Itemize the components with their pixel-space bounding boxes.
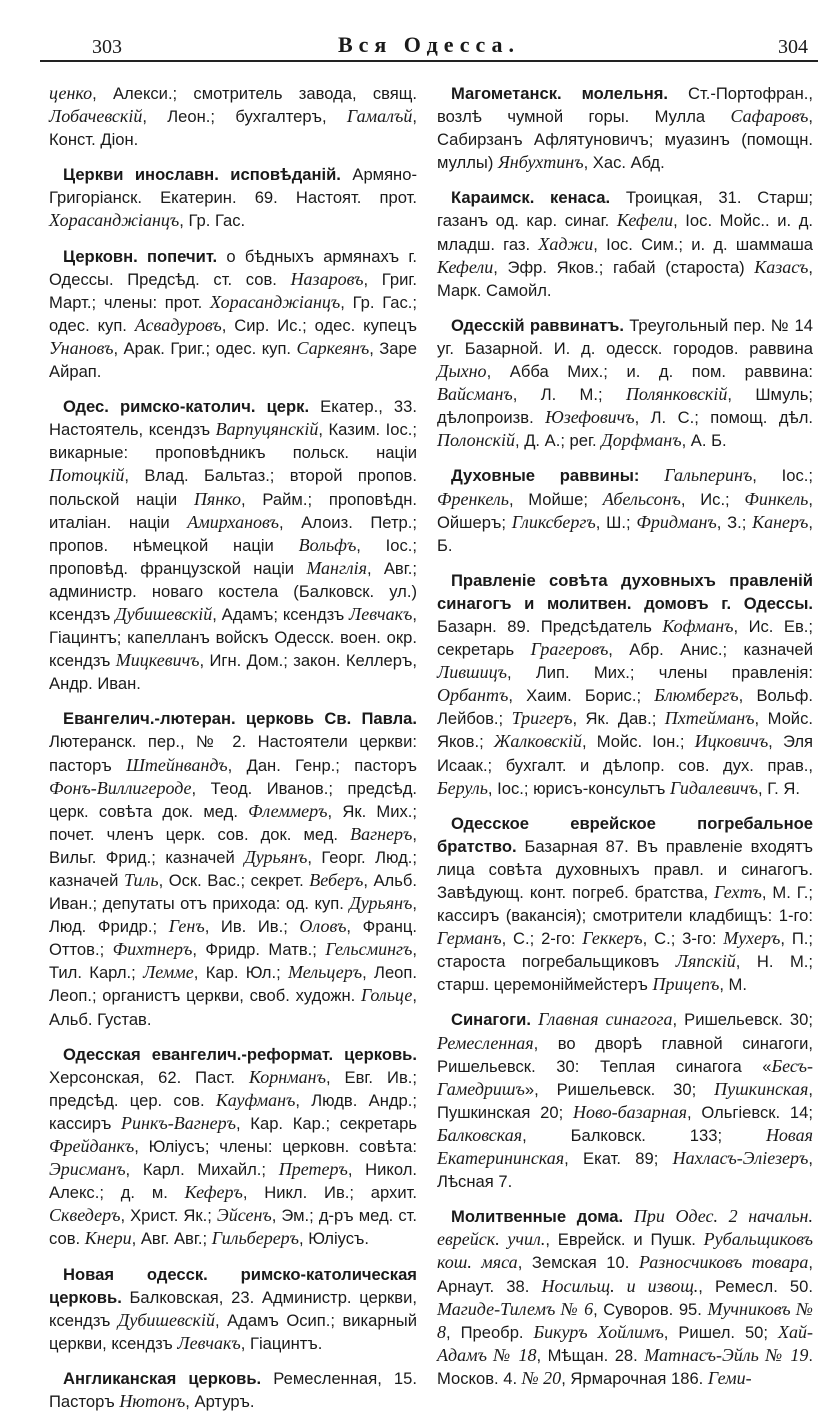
name-italic: Разносчиковъ товара bbox=[638, 1252, 809, 1273]
name-italic: Мучниковъ № 8 bbox=[437, 1298, 814, 1342]
entry-text: , Лѣсная 7. bbox=[437, 1149, 813, 1192]
name-italic: Полонскій bbox=[437, 430, 515, 451]
name-italic: Казасъ bbox=[754, 256, 809, 277]
entry-text: , Шмуль; дѣлопроизв. bbox=[437, 385, 813, 428]
name-italic: Дурьянъ bbox=[244, 846, 308, 867]
name-italic: Блюмбергъ bbox=[654, 685, 739, 706]
entry-text: Треугольный пер. № 14 уг. Базарной. И. д. одесск. городов. раввина bbox=[437, 315, 813, 358]
entry-heading: Магометанск. молельня. bbox=[451, 84, 669, 103]
name-italic: Левчакъ bbox=[177, 1332, 241, 1353]
name-italic: Мухеръ bbox=[723, 928, 781, 949]
entry-heading: Церкви инославн. исповѣданій. bbox=[63, 165, 341, 185]
entry-text: , С.; 2-го: bbox=[501, 929, 583, 949]
entry-text: , Вильг. Фрид.; казначей bbox=[49, 824, 417, 867]
entry-text: , Іос. Сим.; и. д. шаммаша bbox=[593, 234, 813, 254]
entry-text: , Хас. Абд. bbox=[583, 153, 665, 173]
directory-entry bbox=[49, 395, 417, 695]
name-italic: Орбантъ bbox=[437, 685, 509, 706]
entry-text: , Карл. Михайл.; bbox=[125, 1160, 279, 1180]
entry-text: , Теод. Иванов.; предсѣд. церк. совѣта док. мед. bbox=[49, 778, 417, 821]
entry-text: , Ярмарочная 186. bbox=[561, 1368, 708, 1388]
right-column bbox=[437, 82, 813, 1402]
entry-text: , Ойшеръ; bbox=[437, 489, 813, 532]
name-italic: Амирхановъ bbox=[187, 511, 279, 532]
name-italic: Грагеровъ bbox=[530, 639, 609, 660]
entry-text: , Гр. Гас.; одес. куп. bbox=[49, 292, 417, 335]
entry-text: , Н. М.; старш. церемоніймейстеръ bbox=[437, 952, 813, 995]
name-italic: Корнманъ bbox=[248, 1066, 326, 1087]
name-italic: Скведеръ bbox=[49, 1205, 121, 1226]
entry-text: Базарная 87. Въ правленіе входятъ лица совѣта духовныхъ правл. и синагогъ. Завѣдующ. конт. погреб. братства, bbox=[437, 836, 813, 902]
entry-text: , Тил. Карл.; bbox=[49, 940, 417, 983]
name-italic: Кефели bbox=[437, 256, 494, 277]
entry-text: , Абба Мих.; и. д. пом. раввина: bbox=[486, 362, 813, 382]
name-italic: Дубишевскій bbox=[115, 603, 213, 624]
directory-entry bbox=[437, 1008, 813, 1193]
name-italic: Тиль bbox=[123, 870, 159, 890]
name-italic: Гильбереръ bbox=[211, 1228, 300, 1249]
entry-text: , Алекси.; смотритель завода, свящ. bbox=[92, 84, 417, 103]
entry-text: Херсонская, 62. Паст. bbox=[49, 1067, 249, 1087]
name-italic: № 20 bbox=[521, 1367, 562, 1388]
entry-text: , Лип. Мих.; члены правленія: bbox=[506, 663, 813, 683]
entry-text: , Влад. Бальтаз.; второй пропов. польской націи bbox=[49, 466, 417, 509]
name-italic: Магиде-Тилемъ № 6 bbox=[437, 1298, 594, 1319]
entry-text: , Мѣщан. 28. bbox=[536, 1345, 645, 1365]
name-italic: Эрисманъ bbox=[49, 1159, 126, 1180]
entry-text bbox=[623, 1207, 634, 1226]
entry-text: о бѣдныхъ армянахъ г. Одессы. Предсѣд. ст. сов. bbox=[49, 246, 417, 289]
entry-text: , Христ. Як.; bbox=[120, 1206, 217, 1226]
name-italic: Вольфъ bbox=[298, 534, 357, 555]
entry-text: , Кар. Кар.; секретарь bbox=[236, 1113, 417, 1133]
entry-text: , Арнаут. 38. bbox=[437, 1253, 813, 1296]
entry-heading: Синагоги. bbox=[451, 1010, 531, 1030]
directory-entry bbox=[437, 1205, 813, 1390]
entry-text: , Суворов. 95. bbox=[593, 1299, 708, 1319]
name-italic: Юзефовичъ bbox=[545, 407, 635, 428]
directory-entry bbox=[49, 245, 417, 384]
entry-text: , Гіацинтъ. bbox=[240, 1333, 323, 1353]
name-italic: Гликсбергъ bbox=[511, 511, 596, 532]
directory-entry bbox=[49, 82, 417, 151]
name-italic: Дурьянъ bbox=[349, 893, 413, 914]
name-italic: Тригеръ bbox=[511, 708, 573, 729]
name-italic: Эйсенъ bbox=[216, 1205, 272, 1226]
entry-text: , Марк. Самойл. bbox=[437, 257, 813, 300]
name-italic: Пушкинская bbox=[714, 1078, 809, 1099]
entry-text: , Альб. Густав. bbox=[49, 986, 417, 1029]
name-italic: Манглія bbox=[306, 557, 367, 578]
name-italic: Матнасъ-Эйль № 19 bbox=[644, 1344, 809, 1365]
directory-entry bbox=[49, 1263, 417, 1355]
entry-text: , Екат. 89; bbox=[564, 1149, 673, 1169]
entry-text: , Г. Я. bbox=[757, 778, 800, 798]
entry-heading: Одесскій раввинатъ. bbox=[451, 315, 624, 335]
entry-text: , Б. bbox=[437, 512, 813, 555]
entry-heading: Евангелич.-лютеран. церковь Св. Павла. bbox=[63, 709, 417, 729]
entry-heading: Духовные раввины: bbox=[451, 466, 640, 486]
entry-text: Троицкая, 31. Старш; газанъ од. кар. синаг. bbox=[437, 188, 813, 231]
entry-text: , Д. А.; рег. bbox=[514, 431, 602, 451]
name-italic: Ново-базарная bbox=[573, 1101, 687, 1122]
directory-entry bbox=[437, 569, 813, 800]
name-italic: Балковская bbox=[437, 1124, 523, 1145]
entry-text: , Евг. Ив.; предсѣд. цер. сов. bbox=[49, 1067, 417, 1110]
entry-text: , Людв. Андр.; кассиръ bbox=[49, 1090, 417, 1133]
entry-text: , М. bbox=[719, 975, 747, 995]
directory-entry bbox=[49, 1367, 417, 1413]
entry-text: , Пушкинская 20; bbox=[437, 1079, 813, 1122]
entry-text: , Никол. Алекс.; д. м. bbox=[49, 1160, 417, 1203]
entry-heading: Англиканская церковь. bbox=[63, 1368, 262, 1388]
entry-text: , Адамъ Осип.; викарный церкви, ксендзъ bbox=[49, 1310, 418, 1353]
entry-text: , Іос.; юрисъ-консультъ bbox=[487, 778, 670, 798]
entry-text: , Мойше; bbox=[508, 489, 603, 509]
name-italic: Хаджи bbox=[538, 233, 594, 254]
name-italic: Бесъ-Гамедришъ bbox=[437, 1055, 813, 1099]
entry-text: , Мойс. Іон.; bbox=[581, 732, 695, 752]
directory-entry bbox=[437, 812, 813, 997]
name-italic: Пхтейманъ bbox=[664, 708, 755, 729]
name-italic: Фрейданкъ bbox=[49, 1136, 135, 1157]
entry-text: , Леон.; бухгалтеръ, bbox=[142, 107, 347, 127]
entry-text: , Абр. Анис.; казначей bbox=[608, 640, 813, 660]
name-italic: Лобачевскій bbox=[49, 106, 143, 127]
page-number-right: 304 bbox=[778, 36, 808, 58]
entry-text: Балковская, 23. Администр. церкви, ксендзъ bbox=[49, 1287, 417, 1330]
name-italic: Германъ bbox=[437, 928, 502, 949]
entry-text: , Эфр. Яков.; габай (староста) bbox=[493, 257, 755, 277]
entry-text: , Іос. Мойс.. и. д. младш. газ. bbox=[437, 211, 813, 254]
name-italic: Финкель bbox=[744, 488, 809, 509]
name-italic: Жалковскій bbox=[493, 731, 582, 752]
entry-text: , Дан. Генр.; пасторъ bbox=[227, 755, 417, 775]
name-italic: Ляпскій bbox=[675, 951, 736, 972]
entry-text: , Гіацинтъ; капелланъ войскъ Одесск. воен. окр. ксендзъ bbox=[49, 604, 417, 671]
entry-text: , А. Б. bbox=[681, 431, 727, 451]
entry-text: , Ив. Ив.; bbox=[204, 917, 300, 937]
entry-text: , Эля Исаак.; бухгалт. и дѣлопр. сов. дух. прав., bbox=[437, 732, 813, 775]
entry-heading: Одесское еврейское погребальное братство. bbox=[437, 813, 813, 856]
name-italic: Хорасанджіанцъ bbox=[210, 291, 341, 312]
name-italic: Лемме bbox=[143, 962, 194, 983]
entry-text: , Фридр. Матв.; bbox=[192, 940, 326, 960]
name-italic: Веберъ bbox=[309, 870, 364, 890]
name-italic: Рубальщиковъ кош. мяса bbox=[437, 1229, 813, 1273]
name-italic: Хай-Адамъ № 18 bbox=[437, 1321, 813, 1365]
name-italic: Новая Екатерининская bbox=[437, 1124, 813, 1169]
entry-text: Лютеранск. пер., № 2. Настоятели церкви: пасторъ bbox=[49, 732, 417, 775]
entry-heading: Одес. римско-католич. церк. bbox=[63, 397, 310, 417]
name-italic: Геми- bbox=[707, 1367, 752, 1388]
entry-text: , Сир. Ис.; одес. купецъ bbox=[221, 315, 417, 335]
entry-text: , Ис. Ев.; секретарь bbox=[437, 616, 813, 660]
entry-text: , Альб. Иван.; депутаты отъ прихода: од. куп. bbox=[49, 871, 417, 914]
entry-text: , Заре Айрап. bbox=[49, 338, 417, 382]
name-italic: Ицковичъ bbox=[694, 731, 769, 752]
entry-text: , Як. Мих.; почет. членъ церк. сов. док. мед. bbox=[49, 801, 417, 844]
entry-text: , Ришельевск. 30; bbox=[672, 1010, 813, 1030]
entry-text: , Ольгіевск. 14; bbox=[686, 1102, 813, 1122]
entry-text: , Юліусъ; члены: церковн. совѣта: bbox=[134, 1137, 417, 1157]
entry-text: , Алоиз. Петр.; пропов. нѣмецкой націи bbox=[49, 512, 418, 555]
entry-text: , Эм.; д-ръ мед. ст. сов. bbox=[49, 1206, 417, 1249]
name-italic: Абельсонъ bbox=[602, 488, 681, 509]
name-italic: Канеръ bbox=[752, 511, 809, 532]
left-column bbox=[49, 82, 417, 1425]
entry-text: », Ришельевск. 30; bbox=[524, 1079, 715, 1099]
entry-text: , Балковск. 133; bbox=[522, 1125, 766, 1145]
entry-text: , Ис.; bbox=[680, 489, 745, 509]
name-italic: Янбухтинъ bbox=[497, 152, 584, 173]
directory-entry bbox=[437, 82, 813, 174]
name-italic: Прицепъ bbox=[652, 974, 720, 995]
directory-entry bbox=[49, 163, 417, 232]
directory-entry bbox=[437, 186, 813, 301]
entry-text: , Юліусъ. bbox=[299, 1229, 370, 1249]
entry-text: , Люд. Фридр.; bbox=[49, 894, 417, 937]
name-italic: Бикуръ Хойлимъ bbox=[533, 1321, 664, 1342]
name-italic: Нахласъ-Эліезеръ bbox=[672, 1148, 809, 1169]
name-italic: Носильщ. и извощ. bbox=[541, 1275, 699, 1296]
entry-text: , Франц. Оттов.; bbox=[49, 917, 417, 960]
entry-text: , Казим. Іос.; викарные: проповѣдникъ польск. націи bbox=[49, 420, 417, 463]
name-italic: Саркеянъ bbox=[296, 337, 370, 358]
name-italic: Асвадуровъ bbox=[134, 314, 222, 335]
name-italic: Генъ bbox=[168, 916, 205, 937]
entry-text: Базарн. 89. Предсѣдатель bbox=[437, 616, 663, 636]
entry-text: , Никл. Ив.; архит. bbox=[242, 1183, 417, 1203]
name-italic: Мицкевичъ bbox=[115, 650, 200, 671]
name-italic: Варпуцянскій bbox=[215, 419, 319, 440]
name-italic: Полянковскій bbox=[625, 384, 728, 405]
entry-text: , Сабирзанъ Афлятуновичъ; муазинъ (помощн. муллы) bbox=[437, 107, 813, 173]
name-italic: Унановъ bbox=[49, 337, 114, 358]
directory-entry bbox=[437, 464, 813, 556]
entry-text: Армяно-Григоріанск. Екатерин. 69. Настоят. прот. bbox=[49, 165, 417, 208]
name-italic: Беруль bbox=[437, 777, 488, 798]
entry-text: , Леоп. Леоп.; органистъ церкви, своб. художн. bbox=[49, 963, 417, 1006]
name-italic: Хорасанджіанцъ bbox=[49, 210, 180, 231]
entry-text: , Авг. Авг.; bbox=[131, 1229, 212, 1249]
entry-text: , Георг. Люд.; казначей bbox=[49, 847, 417, 890]
entry-text: , Райм.; проповѣдн. италіан. націи bbox=[49, 489, 417, 532]
name-italic: Фонъ-Виллигероде bbox=[49, 777, 192, 798]
entry-text: , Іос.; bbox=[752, 466, 813, 486]
name-italic: Гехтъ bbox=[714, 882, 762, 902]
entry-heading: Одесская евангелич.-реформат. церковь. bbox=[63, 1044, 417, 1064]
entry-text: , Земская 10. bbox=[517, 1253, 639, 1273]
name-italic: Мельцеръ bbox=[288, 962, 363, 983]
name-italic: Кофманъ bbox=[662, 615, 734, 636]
name-italic: Назаровъ bbox=[290, 268, 364, 289]
name-italic: Ринкъ-Вагнеръ bbox=[121, 1112, 236, 1133]
entry-text: , Авг.; администр. новаго костела (Балковск. ул.) ксендзъ bbox=[49, 558, 417, 624]
name-italic: Кеферъ bbox=[184, 1182, 243, 1203]
entry-text: , Ремесл. 50. bbox=[698, 1276, 813, 1296]
entry-text: . Москов. 4. bbox=[437, 1345, 814, 1388]
name-italic: Лившицъ bbox=[437, 662, 507, 683]
name-italic: Ремесленная bbox=[437, 1032, 534, 1053]
entry-text: , Кар. Юл.; bbox=[193, 963, 289, 983]
name-italic: Фридманъ bbox=[636, 511, 717, 532]
entry-heading: Молитвенные дома. bbox=[451, 1207, 624, 1227]
entry-text: , Гр. Гас. bbox=[179, 211, 246, 231]
entry-text: , Конст. Діон. bbox=[49, 107, 417, 150]
name-italic: Кефели bbox=[616, 210, 674, 231]
name-italic: Гамалъй bbox=[346, 106, 413, 127]
entry-text: , Артуръ. bbox=[185, 1391, 255, 1411]
name-italic: Вайсманъ bbox=[437, 384, 513, 405]
entry-text: , Преобр. bbox=[446, 1322, 534, 1342]
entry-text: , Арак. Григ.; одес. куп. bbox=[113, 338, 297, 358]
name-italic: Сафаровъ bbox=[730, 106, 809, 127]
entry-text: , Як. Дав.; bbox=[572, 709, 665, 729]
name-italic: Дорфманъ bbox=[601, 430, 682, 451]
name-italic: Флеммеръ bbox=[248, 800, 328, 821]
name-italic: Потоцкій bbox=[49, 465, 125, 486]
entry-text: , З.; bbox=[716, 512, 753, 532]
name-italic: Пянко bbox=[193, 488, 241, 509]
name-italic: Гельсмингъ bbox=[325, 939, 413, 960]
name-italic: При Одес. 2 начальн. еврейск. учил. bbox=[437, 1206, 813, 1250]
name-italic: Дубишевскій bbox=[117, 1309, 215, 1330]
entry-text: , Ришел. 50; bbox=[663, 1322, 778, 1342]
directory-entry bbox=[49, 707, 417, 1030]
name-italic: Кнери bbox=[84, 1228, 132, 1249]
entry-text: , Григ. Март.; члены: прот. bbox=[49, 269, 417, 312]
name-italic: Фихтнеръ bbox=[112, 939, 193, 960]
page-number-left: 303 bbox=[92, 36, 122, 58]
entry-text: , Игн. Дом.; закон. Келлеръ, Андр. Иван. bbox=[49, 651, 417, 694]
entry-text: , Л. М.; bbox=[512, 385, 626, 405]
name-italic: Главная синагога bbox=[538, 1009, 673, 1030]
entry-text bbox=[639, 466, 664, 485]
page-header bbox=[40, 30, 818, 62]
entry-text: , во дворѣ главной синагоги, Ришельевск. 30: Теплая синагога « bbox=[437, 1033, 813, 1076]
directory-entry bbox=[49, 1043, 417, 1251]
entry-text: Ст.-Портофран., возлѣ чумной горы. Мулла bbox=[437, 84, 813, 127]
entry-text: , Мойс. Яков.; bbox=[437, 709, 813, 752]
running-title: Вся Одесса. bbox=[337, 32, 521, 57]
name-italic: Оловъ bbox=[299, 916, 347, 937]
entry-text: , Оск. Вас.; секрет. bbox=[158, 871, 310, 890]
name-italic: Левчакъ bbox=[349, 603, 413, 624]
entry-text: , Адамъ; ксендзъ bbox=[212, 604, 350, 624]
name-italic: Гидалевичъ bbox=[669, 777, 758, 798]
entry-text: , С.; 3-го: bbox=[642, 929, 724, 949]
name-italic: Геккеръ bbox=[582, 928, 643, 949]
entry-text: , П.; староста погребальщиковъ bbox=[437, 929, 813, 972]
entry-text: , М. Г.; кассиръ (вакансія); смотрители кладбищъ: 1-го: bbox=[437, 883, 813, 926]
entry-text: , Іос.; проповѣд. французской націи bbox=[49, 535, 418, 578]
entry-text: , Еврейск. и Пушк. bbox=[545, 1230, 704, 1250]
entry-text: , Ш.; bbox=[595, 512, 637, 532]
name-italic: Гальперинъ bbox=[664, 465, 753, 486]
name-italic: Претеръ bbox=[278, 1159, 348, 1180]
entry-text: , Вольф. Лейбов.; bbox=[437, 686, 813, 729]
entry-heading: Новая одесск. римско-католическая церковь. bbox=[49, 1264, 417, 1307]
entry-text: , Л. С.; помощ. дѣл. bbox=[634, 408, 813, 428]
name-italic: Френкель bbox=[437, 488, 509, 509]
entry-text: Екатер., 33. Настоятель, ксендзъ bbox=[49, 397, 417, 440]
name-italic: Штейнвандъ bbox=[126, 754, 228, 775]
entry-text: , Хаим. Борис.; bbox=[508, 686, 655, 706]
name-italic: ценко bbox=[49, 83, 93, 103]
name-italic: Вагнеръ bbox=[350, 823, 413, 844]
directory-entry bbox=[437, 314, 813, 453]
entry-heading: Караимск. кенаса. bbox=[451, 188, 611, 208]
entry-text: Ремесленная, 15. Пасторъ bbox=[49, 1368, 417, 1411]
name-italic: Кауфманъ bbox=[215, 1089, 296, 1110]
name-italic: Дыхно bbox=[437, 361, 487, 382]
entry-heading: Правленіе совѣта духовныхъ правленій синагогъ и молитвен. домовъ г. Одессы. bbox=[437, 570, 813, 613]
name-italic: Гольце bbox=[361, 985, 413, 1006]
entry-heading: Церковн. попечит. bbox=[63, 246, 218, 266]
name-italic: Нютонъ bbox=[119, 1390, 186, 1411]
